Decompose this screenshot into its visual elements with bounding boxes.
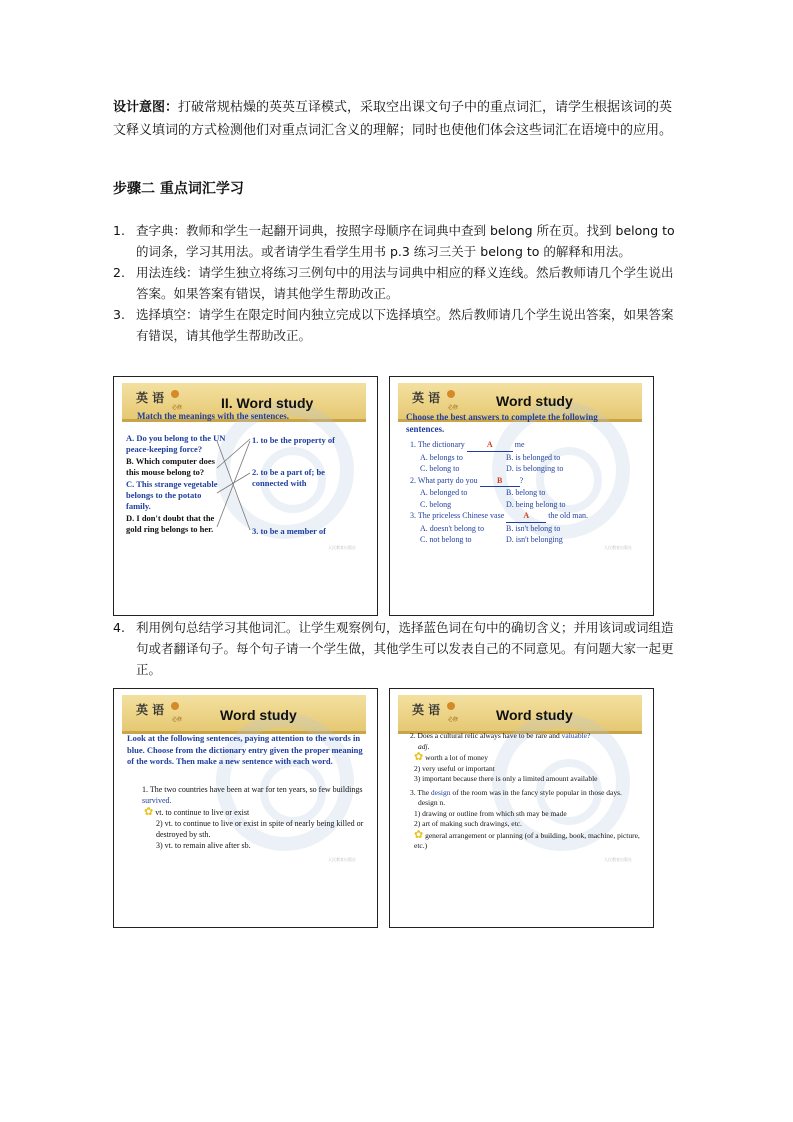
slide-subtitle: Choose the best answers to complete the following sentences. bbox=[406, 412, 598, 434]
definition-3: ✿ general arrangement or planning (of a building, book, machine, picture, etc.) bbox=[414, 828, 640, 850]
slide-title: Word study bbox=[220, 707, 297, 723]
compulsory-label: 必修 bbox=[448, 717, 459, 723]
sentence-c: C. This strange vegetable belongs to the potato family. bbox=[126, 479, 218, 511]
slide-match-meanings bbox=[113, 376, 378, 616]
meaning-1: 1. to be the property of bbox=[252, 435, 335, 445]
slide-instructions: Look at the following sentences, paying attention to the words in blue. Choose from the dictionary entry given the proper meaning of the words. Then make a new sentence with each word. bbox=[127, 733, 363, 766]
compulsory-label: 必修 bbox=[172, 405, 183, 411]
design-intent-paragraph bbox=[113, 96, 683, 142]
step-4 bbox=[113, 617, 685, 680]
publisher-watermark: 人民教育出版社 bbox=[328, 545, 356, 550]
step-item bbox=[113, 304, 685, 346]
slide-canvas bbox=[122, 381, 366, 569]
step-item bbox=[113, 220, 685, 262]
question-3-text: 3. The design of the room was in the fancy style popular in those days. bbox=[410, 787, 622, 797]
definition-3: 3) vt. to remain alive after sb. bbox=[156, 841, 251, 850]
definition-2: 2) very useful or important bbox=[414, 763, 495, 773]
sentence-b: B. Which computer does this mouse belong to? bbox=[126, 456, 215, 477]
slide-title: II. Word study bbox=[221, 395, 314, 411]
volume-badge-icon bbox=[447, 390, 455, 398]
definition-1: ✿ worth a lot of money bbox=[414, 751, 488, 763]
publisher-watermark: 人民教育出版社 bbox=[604, 857, 632, 862]
sentence-d: D. I don't doubt that the gold ring belongs to her. bbox=[126, 513, 215, 534]
question-2: 2. What party do you B ? bbox=[410, 475, 640, 488]
star-icon: ✿ bbox=[414, 751, 424, 763]
step-item bbox=[113, 262, 685, 304]
step-number: 4. bbox=[113, 620, 125, 635]
options-1: A. belongs to B. is belonged to C. belong to D. is belonging to bbox=[420, 452, 564, 473]
subject-label: 英 语 bbox=[136, 391, 165, 405]
slide-choose-answers bbox=[389, 376, 654, 616]
subject-label: 英 语 bbox=[412, 391, 441, 405]
highlight-word: survived. bbox=[142, 796, 172, 805]
options-2: A. belonged to B. belong to C. belong D. being belong to bbox=[420, 488, 566, 509]
question-block bbox=[410, 731, 640, 852]
subject-label: 英 语 bbox=[412, 703, 441, 717]
slide-canvas bbox=[398, 693, 642, 881]
volume-badge-icon bbox=[171, 702, 179, 710]
publisher-watermark: 人民教育出版社 bbox=[328, 857, 356, 862]
definition-1: 1) drawing or outline from which sth may be made bbox=[414, 808, 567, 818]
definition-3: 3) important because there is only a limited amount available bbox=[414, 774, 598, 783]
question-1: 1. The dictionary A me bbox=[410, 439, 640, 452]
definition-1: ✿ vt. to continue to live or exist bbox=[144, 806, 250, 818]
compulsory-label: 必修 bbox=[448, 405, 459, 411]
step-number: 2. bbox=[113, 265, 125, 280]
slide-title: Word study bbox=[496, 393, 573, 409]
step-text: 查字典：教师和学生一起翻开词典，按照字母顺序在词典中查到 belong 所在页。找到 belong to 的词条，学习其用法。或者请学生看学生用书 p.3 练习三关于 belong to 的解释和用法。 bbox=[136, 223, 675, 259]
step-text: 利用例句总结学习其他词汇。让学生观察例句，选择蓝色词在句中的确切含义；并用该词或词组造句或者翻译句子。每个句子请一个学生做，其他学生可以发表自己的不同意见。有问题大家一起更正。 bbox=[136, 620, 674, 677]
design-intent-label: 设计意图： bbox=[113, 100, 179, 115]
answer-2: B bbox=[480, 475, 520, 488]
step-item bbox=[113, 617, 685, 680]
options-3: A. doesn't belong to B. isn't belong to C. not belong to D. isn't belonging bbox=[420, 523, 563, 544]
steps-list bbox=[113, 220, 685, 346]
step-text: 选择填空：请学生在限定时间内独立完成以下选择填空。然后教师请几个学生说出答案，如果答案有错误，请其他学生帮助改正。 bbox=[136, 307, 674, 343]
meaning-2: 2. to be a part of; be connected with bbox=[252, 467, 325, 488]
part-of-speech: adj. bbox=[418, 741, 430, 751]
meaning-3: 3. to be a member of bbox=[252, 526, 326, 536]
star-icon: ✿ bbox=[144, 806, 154, 818]
slide-valuable-design bbox=[389, 688, 654, 928]
slide-survive bbox=[113, 688, 378, 928]
example-sentence: 1. The two countries have been at war for ten years, so few buildings survived. bbox=[142, 785, 363, 805]
answer-1: A bbox=[467, 439, 513, 452]
slide-canvas bbox=[122, 693, 366, 881]
question-2-text: 2. Does a cultural relic always have to be rare and valuable? bbox=[410, 731, 591, 740]
definition-list bbox=[144, 807, 364, 851]
part-of-speech: design n. bbox=[418, 798, 446, 807]
step-title: 步骤二 重点词汇学习 bbox=[113, 181, 244, 197]
subject-label: 英 语 bbox=[136, 703, 165, 717]
step-number: 3. bbox=[113, 307, 125, 322]
volume-badge-icon bbox=[447, 702, 455, 710]
definition-2: 2) art of making such drawings, etc. bbox=[414, 819, 522, 828]
highlight-word: design bbox=[430, 787, 451, 797]
highlight-word: valuable? bbox=[561, 731, 591, 740]
answer-3: A bbox=[506, 510, 546, 523]
slide-subtitle: Match the meanings with the sentences. bbox=[137, 411, 289, 421]
step-number: 1. bbox=[113, 223, 125, 238]
matching-lines bbox=[122, 381, 366, 569]
slide-canvas bbox=[398, 381, 642, 569]
publisher-watermark: 人民教育出版社 bbox=[604, 545, 632, 550]
question-3: 3. The priceless Chinese vase A the old man. bbox=[410, 510, 640, 523]
design-intent-text: 打破常规枯燥的英英互译模式，采取空出课文句子中的重点词汇，请学生根据该词的英文释义填词的方式检测他们对重点词汇含义的理解；同时也使他们体会这些词汇在语境中的应用。 bbox=[113, 100, 673, 138]
step-text: 用法连线：请学生独立将练习三例句中的用法与词典中相应的释义连线。然后教师请几个学生说出答案。如果答案有错误，请其他学生帮助改正。 bbox=[136, 265, 674, 301]
star-icon: ✿ bbox=[414, 828, 424, 841]
slide-title: Word study bbox=[496, 707, 573, 723]
sentence-a: A. Do you belong to the UN peace-keeping force? bbox=[126, 433, 226, 454]
question-list bbox=[410, 439, 640, 546]
definition-2: 2) vt. to continue to live or exist in spite of nearly being killed or destroyed by sth. bbox=[156, 819, 364, 839]
compulsory-label: 必修 bbox=[172, 717, 183, 723]
